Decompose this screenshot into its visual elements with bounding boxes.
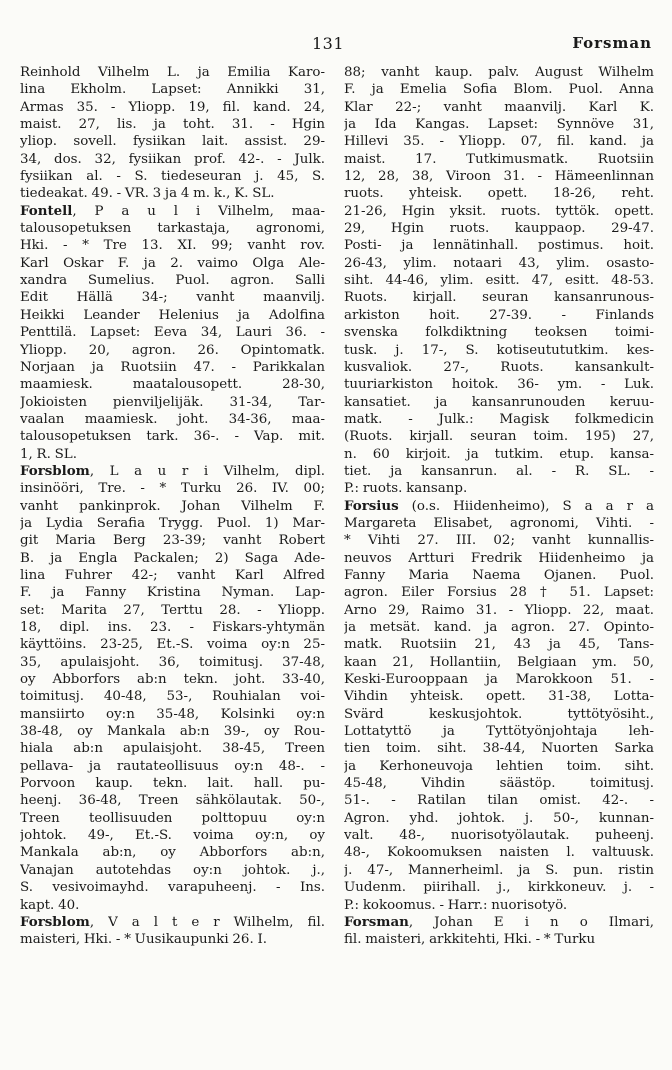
- text-line: kusvaliok. 27-, Ruots. kansankult-: [344, 359, 654, 375]
- text-line: Uudenm. piirihall. j., kirkkoneuv. j. -: [344, 880, 654, 896]
- text-line: 48-, Kokoomuksen naisten l. valtuusk.: [344, 845, 654, 861]
- text-line: agron. Eiler Forsius 28 † 51. Lapset:: [344, 585, 654, 601]
- text-line: Lottatyttö ja Tyttötyönjohtaja leh-: [344, 724, 654, 740]
- text-line: kaan 21, Hollantiin, Belgiaan ym. 50,: [344, 654, 654, 670]
- text-line: (Ruots. kirjall. seuran toim. 195) 27,: [344, 429, 654, 445]
- page-number: 131: [312, 34, 345, 53]
- text-line: Mankala ab:n, oy Abborfors ab:n,: [20, 845, 325, 861]
- text-line: maamiesk. maatalousopett. 28-30,: [20, 377, 325, 393]
- running-head: Forsman: [572, 34, 652, 52]
- text-line: yliop. sovell. fysiikan lait. assist. 29-: [20, 134, 325, 150]
- text-line: käyttöins. 23-25, Et.-S. voima oy:n 25-: [20, 637, 325, 653]
- text-line: Posti- ja lennätinhall. postimus. hoit.: [344, 238, 654, 254]
- text-line: Hki. - * Tre 13. XI. 99; vanht rov.: [20, 238, 325, 254]
- text-line: 51-. - Ratilan tilan omist. 42-. -: [344, 793, 654, 809]
- text-line: Vanajan autotehdas oy:n johtok. j.,: [20, 862, 325, 878]
- text-line: 88; vanht kaup. palv. August Wilhelm: [344, 65, 654, 80]
- text-line: kapt. 40.: [20, 897, 80, 913]
- text-line: neuvos Artturi Fredrik Hiidenheimo ja: [344, 550, 654, 566]
- text-line: Forsblom, V a l t e r Wilhelm, fil.: [20, 913, 325, 930]
- text-line: S. vesivoimayhd. varapuheenj. - Ins.: [20, 880, 325, 896]
- text-line: P.: ruots. kansanp.: [344, 481, 468, 497]
- text-line: 18, dipl. ins. 23. - Fiskars-yhtymän: [20, 620, 325, 635]
- left-column: [20, 64, 325, 949]
- text-line: toimitusj. 40-48, 53-, Rouhialan voi-: [20, 689, 325, 705]
- text-line: set: Marita 27, Terttu 28. - Yliopp.: [20, 602, 325, 618]
- text-line: tuuriarkiston hoitok. 36- ym. - Luk.: [344, 377, 654, 393]
- text-line: * Vihti 27. III. 02; vanht kunnallis-: [344, 533, 654, 549]
- text-line: Edit Hällä 34-; vanht maanvilj.: [20, 290, 325, 306]
- text-line: 29, Hgin ruots. kauppaop. 29-47.: [344, 221, 654, 237]
- text-line: B. ja Engla Packalen; 2) Saga Ade-: [20, 550, 325, 566]
- text-line: Arno 29, Raimo 31. - Yliopp. 22, maat.: [344, 602, 654, 618]
- text-line: svenska folkdiktning teoksen toimi-: [344, 325, 654, 341]
- text-line: Forsman, Johan E i n o Ilmari,: [344, 913, 654, 930]
- text-line: Svärd keskusjohtok. tyttötyösiht.,: [344, 706, 654, 722]
- text-line: Forsius (o.s. Hiidenheimo), S a a r a: [344, 497, 654, 514]
- text-line: 26-43, ylim. notaari 43, ylim. osasto-: [344, 255, 654, 271]
- text-line: heenj. 36-48, Treen sähkölautak. 50-,: [20, 793, 325, 809]
- text-line: valt. 48-, nuorisotyölautak. puheenj.: [344, 828, 654, 844]
- text-line: johtok. 49-, Et.-S. voima oy:n, oy: [20, 828, 325, 844]
- text-line: ja metsät. kand. ja agron. 27. Opinto-: [344, 620, 654, 635]
- text-line: maist. 27, lis. ja toht. 31. - Hgin: [20, 117, 325, 133]
- text-line: oy Abborfors ab:n tekn. joht. 33-40,: [20, 672, 325, 688]
- text-line: Keski-Eurooppaan ja Marokkoon 51. -: [344, 672, 654, 688]
- text-line: vaalan maamiesk. joht. 34-36, maa-: [20, 411, 325, 427]
- text-line: Yliopp. 20, agron. 26. Opintomatk.: [20, 342, 325, 358]
- right-column: [344, 64, 654, 949]
- text-line: Fontell, P a u l i Vilhelm, maa-: [20, 202, 325, 219]
- text-line: F. ja Emelia Sofia Blom. Puol. Anna: [344, 82, 654, 98]
- text-line: Porvoon kaup. tekn. lait. hall. pu-: [20, 776, 325, 792]
- text-line: 34, dos. 32, fysiikan prof. 42-. - Julk.: [20, 151, 325, 167]
- text-line: vanht pankinprok. Johan Vilhelm F.: [20, 498, 325, 514]
- text-line: 45-48, Vihdin säästöp. toimitusj.: [344, 776, 654, 792]
- text-line: Norjaan ja Ruotsiin 47. - Parikkalan: [20, 359, 325, 375]
- text-line: 12, 28, 38, Viroon 31. - Hämeenlinnan: [344, 169, 654, 185]
- text-line: j. 47-, Mannerheiml. ja S. pun. ristin: [344, 862, 654, 878]
- text-line: ruots. yhteisk. opett. 18-26, reht.: [344, 186, 654, 202]
- text-line: Hillevi 35. - Yliopp. 07, fil. kand. ja: [344, 134, 654, 150]
- text-line: kansatiet. ja kansanrunouden keruu-: [344, 394, 654, 410]
- text-line: tiet. ja kansanrun. al. - R. SL. -: [344, 463, 654, 479]
- text-line: tiedeakat. 49. - VR. 3 ja 4 m. k., K. SL.: [20, 186, 275, 202]
- text-line: xandra Sumelius. Puol. agron. Salli: [20, 273, 325, 289]
- text-line: fil. maisteri, arkkitehti, Hki. - * Turku: [344, 932, 596, 948]
- text-line: Margareta Elisabet, agronomi, Vihti. -: [344, 515, 654, 531]
- text-line: insinööri, Tre. - * Turku 26. IV. 00;: [20, 481, 325, 497]
- text-line: F. ja Fanny Kristina Nyman. Lap-: [20, 585, 325, 601]
- text-line: pellava- ja rautateollisuus oy:n 48-. -: [20, 758, 325, 774]
- text-line: Treen teollisuuden polttopuu oy:n: [20, 810, 325, 826]
- text-line: matk. Ruotsiin 21, 43 ja 45, Tans-: [344, 637, 654, 653]
- text-line: Forsblom, L a u r i Vilhelm, dipl.: [20, 462, 325, 479]
- text-line: 38-48, oy Mankala ab:n 39-, oy Rou-: [20, 724, 325, 740]
- text-line: Jokioisten pienviljelijäk. 31-34, Tar-: [20, 394, 325, 410]
- text-line: tien toim. siht. 38-44, Nuorten Sarka: [344, 741, 654, 757]
- text-line: Reinhold Vilhelm L. ja Emilia Karo-: [20, 65, 325, 80]
- text-line: Penttilä. Lapset: Eeva 34, Lauri 36. -: [20, 325, 325, 341]
- text-line: fysiikan al. - S. tiedeseuran j. 45, S.: [20, 169, 325, 185]
- text-line: ja Ida Kangas. Lapset: Synnöve 31,: [344, 117, 654, 133]
- text-line: Klar 22-; vanht maanvilj. Karl K.: [344, 99, 654, 115]
- text-line: mansiirto oy:n 35-48, Kolsinki oy:n: [20, 706, 325, 722]
- text-line: hiala ab:n apulaisjoht. 38-45, Treen: [20, 741, 325, 757]
- text-line: 1, R. SL.: [20, 446, 77, 462]
- text-line: maisteri, Hki. - * Uusikaupunki 26. I.: [20, 932, 268, 948]
- text-line: Ruots. kirjall. seuran kansanrunous-: [344, 290, 654, 306]
- text-line: ja Kerhoneuvoja lehtien toim. siht.: [344, 758, 654, 774]
- text-line: git Maria Berg 23-39; vanht Robert: [20, 533, 325, 549]
- text-line: talousopetuksen tark. 36-. - Vap. mit.: [20, 429, 325, 445]
- text-line: 35, apulaisjoht. 36, toimitusj. 37-48,: [20, 654, 325, 670]
- text-line: P.: kokoomus. - Harr.: nuorisotyö.: [344, 897, 568, 913]
- text-line: Vihdin yhteisk. opett. 31-38, Lotta-: [344, 689, 654, 705]
- text-line: siht. 44-46, ylim. esitt. 47, esitt. 48-53.: [344, 273, 654, 289]
- text-line: talousopetuksen tarkastaja, agronomi,: [20, 221, 325, 237]
- text-line: Armas 35. - Yliopp. 19, fil. kand. 24,: [20, 99, 325, 115]
- text-line: maist. 17. Tutkimusmatk. Ruotsiin: [344, 151, 654, 167]
- text-line: 21-26, Hgin yksit. ruots. tyttök. opett.: [344, 203, 654, 219]
- text-line: Karl Oskar F. ja 2. vaimo Olga Ale-: [20, 255, 325, 271]
- text-line: Heikki Leander Helenius ja Adolfina: [20, 307, 325, 323]
- text-line: Fanny Maria Naema Ojanen. Puol.: [344, 567, 654, 583]
- text-line: matk. - Julk.: Magisk folkmedicin: [344, 411, 654, 427]
- text-line: lina Ekholm. Lapset: Annikki 31,: [20, 82, 325, 98]
- text-line: tusk. j. 17-, S. kotiseutututkim. kes-: [344, 342, 654, 358]
- text-line: Agron. yhd. johtok. j. 50-, kunnan-: [344, 810, 654, 826]
- text-line: arkiston hoit. 27-39. - Finlands: [344, 307, 654, 323]
- text-line: ja Lydia Serafia Trygg. Puol. 1) Mar-: [20, 515, 325, 531]
- text-line: lina Fuhrer 42-; vanht Karl Alfred: [20, 567, 325, 583]
- text-line: n. 60 kirjoit. ja tutkim. etup. kansa-: [344, 446, 654, 462]
